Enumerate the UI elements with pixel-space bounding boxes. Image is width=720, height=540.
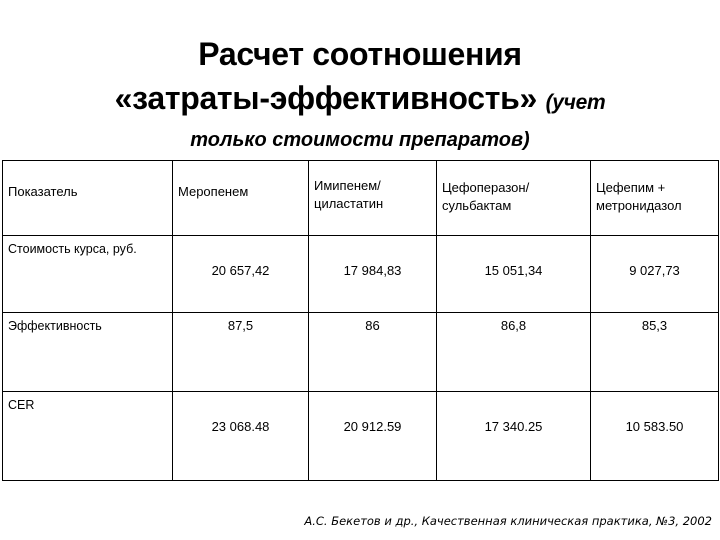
value-cell <box>309 236 437 313</box>
value-cell <box>173 392 309 481</box>
cell-value: 17 984,83 <box>343 263 402 278</box>
header-meropenem: Меропенем <box>178 184 249 199</box>
header-cefepime: Цефепим + метронидазол <box>596 180 682 213</box>
header-imipenem: Имипенем/ циластатин <box>314 178 384 211</box>
value-cell <box>591 313 719 392</box>
cell-value: 9 027,73 <box>629 263 680 278</box>
header-cell <box>3 161 173 236</box>
cell-value: 15 051,34 <box>484 263 543 278</box>
cell-value: 17 340.25 <box>484 419 543 434</box>
title-line-1: Расчет соотношения <box>198 36 522 72</box>
header-cell <box>591 161 719 236</box>
value-cell <box>173 236 309 313</box>
header-cell <box>437 161 591 236</box>
header-cefoperazone: Цефоперазон/ сульбактам <box>442 180 530 213</box>
cell-value: 20 912.59 <box>343 419 402 434</box>
row-label-cell <box>3 313 173 392</box>
row-label: Эффективность <box>8 319 102 333</box>
header-cell <box>309 161 437 236</box>
title-line-2-main: «затраты-эффективность» <box>114 80 537 116</box>
value-cell <box>591 392 719 481</box>
cell-value: 23 068.48 <box>211 419 270 434</box>
cell-value: 86 <box>365 318 380 333</box>
row-label: CER <box>8 398 35 412</box>
table-row <box>3 392 719 481</box>
table-row <box>3 313 719 392</box>
slide-subtitle: только стоимости препаратов) <box>190 129 530 151</box>
header-cell <box>173 161 309 236</box>
row-label-cell <box>3 392 173 481</box>
value-cell <box>309 313 437 392</box>
title-line-2 <box>0 76 720 125</box>
cell-value: 10 583.50 <box>625 419 684 434</box>
cell-value: 86,8 <box>500 318 527 333</box>
slide-title <box>0 32 720 125</box>
table-row <box>3 236 719 313</box>
table-header-row <box>3 161 719 236</box>
cell-value: 20 657,42 <box>211 263 270 278</box>
row-label: Стоимость курса, руб. <box>8 242 137 256</box>
title-note: (учет <box>545 91 606 114</box>
source-citation: А.С. Бекетов и др., Качественная клиническая практика, №3, 2002 <box>304 514 712 528</box>
value-cell <box>437 392 591 481</box>
value-cell <box>309 392 437 481</box>
value-cell <box>437 236 591 313</box>
cell-value: 85,3 <box>641 318 668 333</box>
value-cell <box>437 313 591 392</box>
cost-effectiveness-table <box>2 160 719 481</box>
header-indicator: Показатель <box>8 184 78 199</box>
cell-value: 87,5 <box>227 318 254 333</box>
value-cell <box>173 313 309 392</box>
row-label-cell <box>3 236 173 313</box>
value-cell <box>591 236 719 313</box>
